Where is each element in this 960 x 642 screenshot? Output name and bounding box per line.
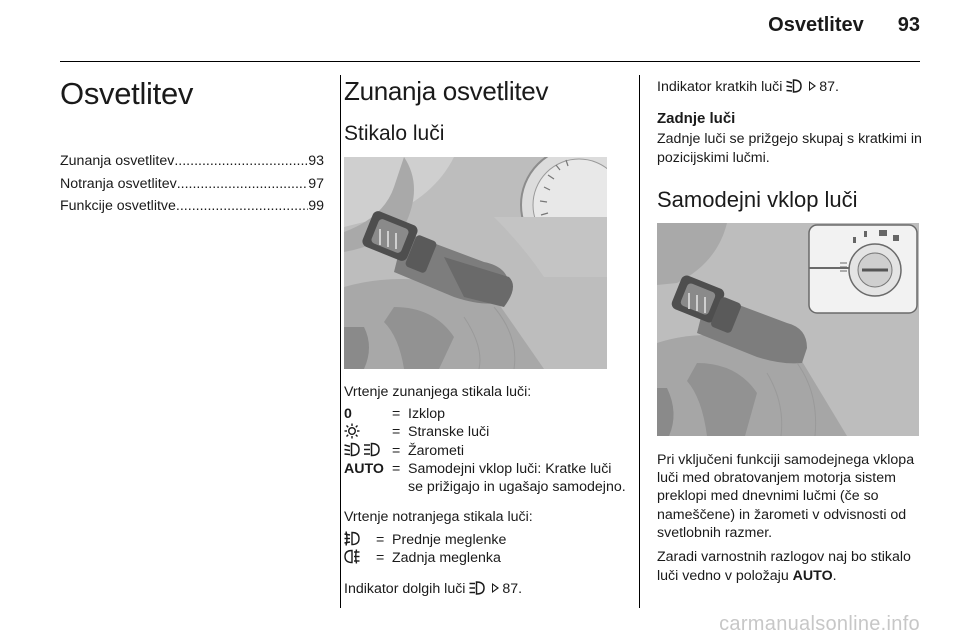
toc-entry[interactable]: Notranja osvetlitev ..... 97	[60, 173, 324, 196]
subsection-title: Stikalo luči	[344, 122, 445, 145]
header-page-number: 93	[897, 14, 920, 36]
page-reference[interactable]: 87.	[502, 580, 523, 597]
reference-arrow-icon	[809, 81, 816, 91]
toc-column	[60, 72, 324, 218]
header-chapter: Osvetlitev	[768, 14, 864, 36]
outer-switch-caption: Vrtenje zunanjega stikala luči:	[344, 384, 532, 400]
high-beam-icon	[469, 581, 485, 595]
headlights-icon	[344, 442, 382, 457]
position-row: = Zadnja meglenka	[344, 549, 626, 567]
position-row: = Prednje meglenke	[344, 531, 626, 549]
auto-light-switch-illustration	[657, 223, 919, 436]
reference-arrow-icon	[492, 583, 499, 593]
position-row: AUTO = Samodejni vklop luči: Kratke luči se prižigajo in ugašajo samodejno.	[344, 461, 626, 496]
toc-entry[interactable]: Zunanja osvetlitev ..... 93	[60, 150, 324, 173]
high-beam-indicator-text: Indikator dolgih luči 87.	[344, 580, 523, 597]
header-rule	[60, 61, 920, 62]
toc-list	[60, 150, 324, 218]
light-switch-illustration	[344, 157, 607, 369]
page-reference[interactable]: 87.	[819, 79, 840, 95]
inner-switch-caption: Vrtenje notranjega stikala luči:	[344, 509, 533, 526]
column-divider-2	[639, 75, 640, 608]
watermark: carmanualsonline.info	[719, 613, 920, 635]
low-beam-indicator-text: Indikator kratkih luči 87.	[657, 79, 840, 95]
auto-lights-paragraph-2: Zaradi varnostnih razlogov naj bo stikalo luči vedno v položaju AUTO.	[657, 549, 911, 584]
auto-position-label: AUTO	[792, 567, 833, 584]
position-row: 0 = Izklop	[344, 406, 446, 423]
rear-lights-text: Zadnje luči se prižgejo skupaj s kratkimi in pozicijskimi lučmi.	[657, 131, 922, 166]
rear-and-auto-lights-column	[657, 72, 922, 585]
running-header	[768, 14, 920, 37]
auto-lights-heading: Samodejni vklop luči	[657, 186, 858, 212]
off-symbol: 0	[344, 406, 352, 423]
section-title: Zunanja osvetlitev	[344, 76, 549, 106]
chapter-title: Osvetlitev	[60, 76, 194, 111]
front-fog-icon	[344, 531, 360, 546]
rear-fog-icon	[344, 549, 360, 564]
inner-switch-positions	[344, 531, 626, 567]
position-row: = Žarometi	[344, 442, 626, 460]
toc-entry[interactable]: Funkcije osvetlitve ..... 99	[60, 195, 324, 218]
position-row: = Stranske luči	[344, 423, 626, 442]
low-beam-icon	[786, 79, 802, 93]
auto-symbol: AUTO	[344, 461, 384, 478]
rear-lights-heading: Zadnje luči	[657, 110, 736, 128]
column-divider-1	[340, 75, 341, 608]
auto-lights-paragraph-1: Pri vključeni funkciji samodejnega vklopa luči med obratovanjem motorja sistem preklopi med dnevnimi lučmi (če so nameščene) in žarometi v odvisnosti od svetlobnih razmer.	[657, 451, 915, 542]
outer-switch-positions	[344, 405, 626, 496]
exterior-lighting-column	[344, 72, 626, 598]
side-lights-icon	[344, 423, 360, 439]
